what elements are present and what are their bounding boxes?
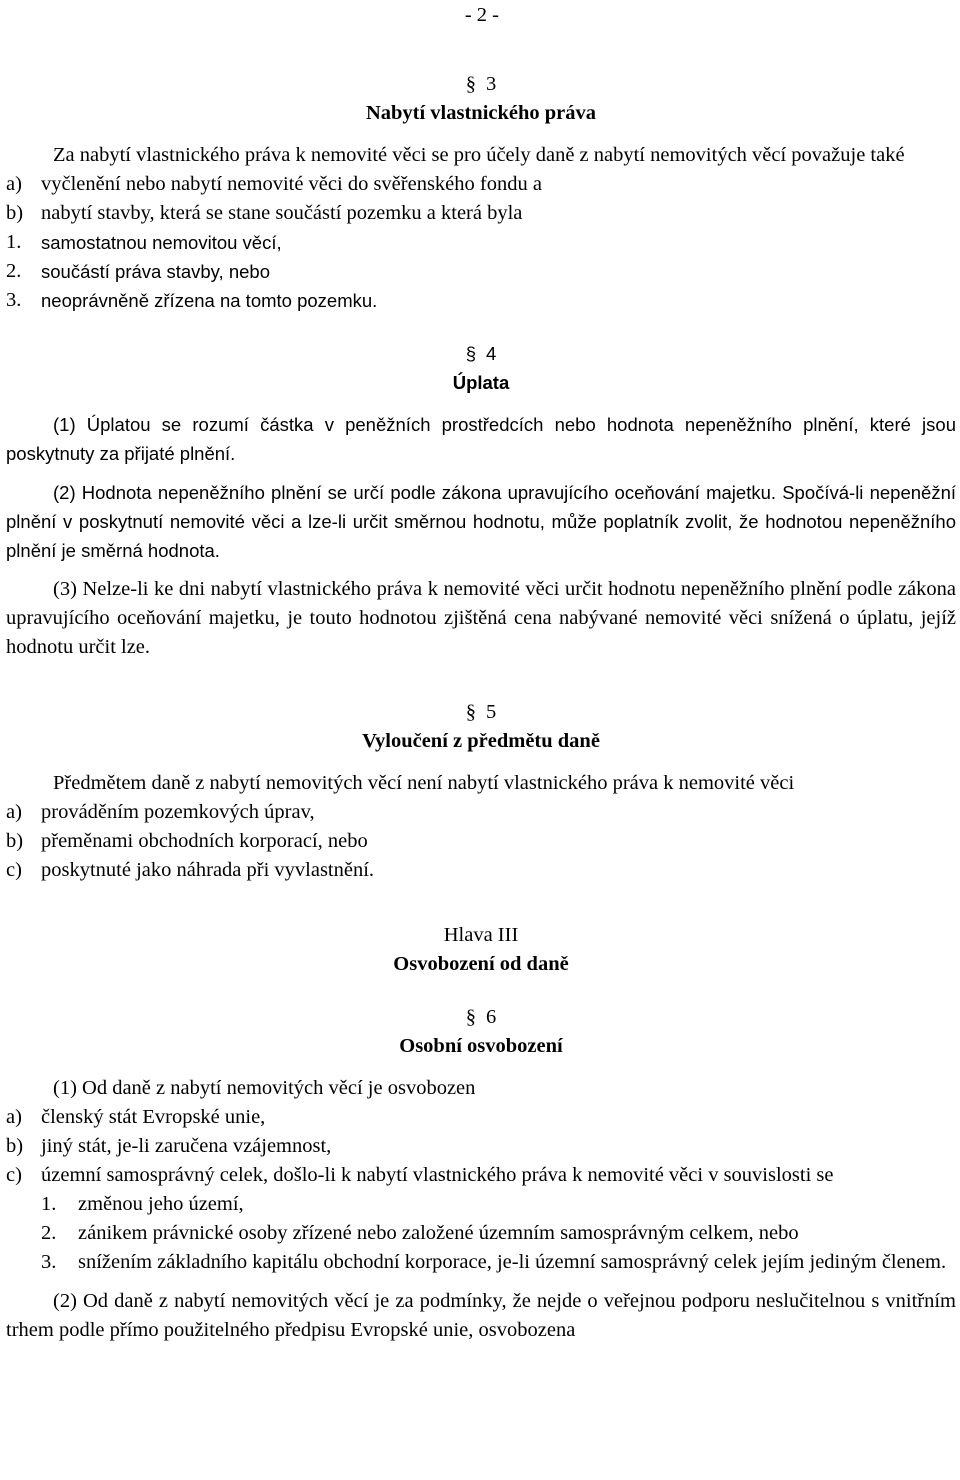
section-number: 4 — [486, 343, 497, 364]
paragraph-1: (1) Úplatou se rozumí částka v peněžních prostředcích nebo hodnota nepeněžního plnění, které jsou poskytnuty za přijaté plnění. — [6, 414, 956, 464]
sub-list-item — [6, 1190, 956, 1219]
section-heading-6 — [6, 1003, 956, 1032]
list-text: územní samosprávný celek, došlo-li k nabytí vlastnického práva k nemovité věci v souvislosti se — [41, 1164, 834, 1186]
sub-list-item — [6, 1219, 956, 1248]
section-4 — [6, 339, 956, 662]
list-label: c) — [6, 1164, 22, 1186]
list-text: změnou jeho území, — [78, 1193, 244, 1215]
section-heading-4 — [6, 339, 956, 368]
list-item — [6, 1161, 956, 1190]
list-label: c) — [6, 859, 22, 881]
list-label: 3. — [6, 289, 22, 311]
section-5 — [6, 698, 956, 885]
list-text: zánikem právnické osoby zřízené nebo založené územním samosprávným celkem, nebo — [78, 1222, 799, 1244]
list-label: a) — [6, 801, 22, 823]
list-item — [6, 199, 956, 228]
list-text: jiný stát, je-li zaručena vzájemnost, — [41, 1135, 332, 1157]
list-label: b) — [6, 1135, 24, 1157]
list-item — [6, 827, 956, 856]
paragraph-1: (1) Od daně z nabytí nemovitých věcí je osvobozen — [53, 1077, 476, 1099]
section-intro: Předmětem daně z nabytí nemovitých věcí není nabytí vlastnického práva k nemovité věci — [53, 772, 795, 794]
list-label: 1. — [6, 231, 22, 253]
section-title: Úplata — [452, 372, 510, 393]
section-sign-icon: § — [465, 701, 476, 723]
list-item — [6, 170, 956, 199]
list-text: vyčlenění nebo nabytí nemovité věci do svěřenského fondu a — [41, 173, 542, 195]
list-item — [6, 1103, 956, 1132]
section-title: Osobní osvobození — [399, 1035, 563, 1057]
chapter-title: Osvobození od daně — [393, 953, 569, 975]
list-text: přeměnami obchodních korporací, nebo — [41, 830, 368, 852]
section-sign-icon: § — [465, 343, 476, 364]
list-label: b) — [6, 202, 24, 224]
list-label: a) — [6, 173, 22, 195]
list-item — [6, 1132, 956, 1161]
section-number: 5 — [486, 701, 497, 723]
section-sign-icon: § — [465, 1006, 476, 1028]
chapter-heading — [6, 921, 956, 979]
section-3 — [6, 70, 956, 315]
section-title: Vyloučení z předmětu daně — [362, 730, 600, 752]
list-item — [6, 856, 956, 885]
list-text: prováděním pozemkových úprav, — [41, 801, 315, 823]
document-page — [6, 0, 956, 1345]
chapter-label: Hlava III — [443, 924, 519, 946]
sub-list-item — [6, 1248, 956, 1277]
list-text: samostatnou nemovitou věcí, — [41, 232, 282, 253]
list-label: 3. — [41, 1251, 57, 1273]
list-text: neoprávněně zřízena na tomto pozemku. — [41, 290, 378, 311]
section-intro: Za nabytí vlastnického práva k nemovité věci se pro účely daně z nabytí nemovitých věcí považuje také — [53, 144, 905, 166]
section-title: Nabytí vlastnického práva — [365, 102, 597, 124]
list-item — [6, 798, 956, 827]
sub-list-item — [6, 228, 956, 257]
paragraph-3: (3) Nelze-li ke dni nabytí vlastnického práva k nemovité věci určit hodnotu nepeněžního plnění podle zákona upravujícího oceňování majetku, je touto hodnotou zjištěná cena nabývané nemovité věci snížená o úplatu, jejíž hodnotu určit lze. — [6, 578, 956, 658]
sub-list-item — [6, 286, 956, 315]
list-text: snížením základního kapitálu obchodní korporace, je-li územní samosprávný celek jejím jediným členem. — [78, 1251, 947, 1273]
section-sign-icon: § — [465, 73, 476, 95]
page-number: - 2 - — [464, 4, 499, 26]
list-text: poskytnuté jako náhrada při vyvlastnění. — [41, 859, 375, 881]
paragraph-2: (2) Hodnota nepeněžního plnění se určí podle zákona upravujícího oceňování majetku. Spočívá-li nepeněžní plnění v poskytnutí nemovité věci a lze-li určit směrnou hodnotu, může poplatník zvolit, že hodnotou nepeněžního plnění je směrná hodnota. — [6, 482, 956, 561]
list-label: 1. — [41, 1193, 57, 1215]
list-text: součástí práva stavby, nebo — [41, 261, 270, 282]
section-number: 3 — [486, 73, 497, 95]
list-text: členský stát Evropské unie, — [41, 1106, 266, 1128]
section-6 — [6, 1003, 956, 1345]
list-label: 2. — [41, 1222, 57, 1244]
list-label: 2. — [6, 260, 22, 282]
section-number: 6 — [486, 1006, 497, 1028]
paragraph-2: (2) Od daně z nabytí nemovitých věcí je za podmínky, že nejde o veřejnou podporu neslučitelnou s vnitřním trhem podle přímo použitelného předpisu Evropské unie, osvobozena — [6, 1290, 956, 1341]
list-text: nabytí stavby, která se stane součástí pozemku a která byla — [41, 202, 523, 224]
section-heading-3 — [6, 70, 956, 99]
sub-list-item — [6, 257, 956, 286]
list-label: b) — [6, 830, 24, 852]
section-heading-5 — [6, 698, 956, 727]
list-label: a) — [6, 1106, 22, 1128]
